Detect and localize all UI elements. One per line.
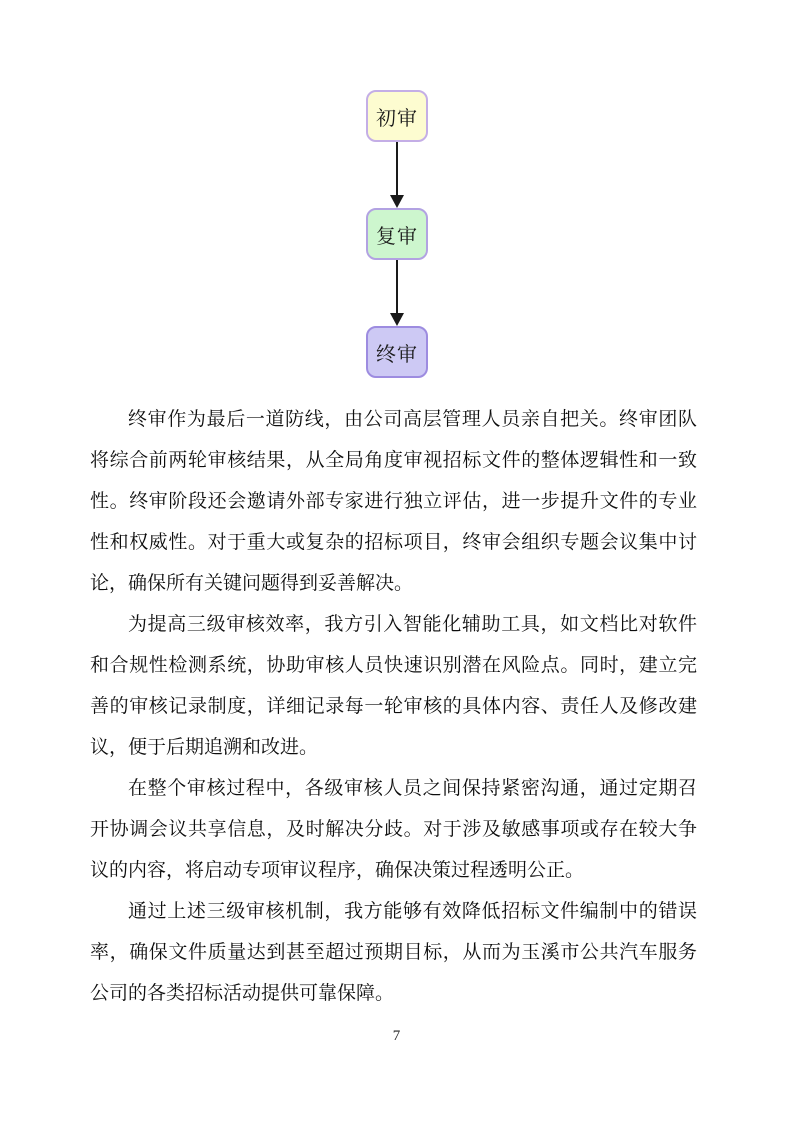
- flowchart-node-initial-review: [366, 90, 428, 142]
- flowchart-node-second-review: [366, 208, 428, 260]
- arrow-shaft: [396, 260, 398, 313]
- flowchart-node-label: 初审: [376, 107, 418, 130]
- flowchart-node-label: 复审: [376, 225, 418, 248]
- page-number: 7: [392, 1028, 401, 1044]
- arrow-head-icon: [390, 195, 404, 208]
- body-paragraph: 通过上述三级审核机制，我方能够有效降低招标文件编制中的错误率，确保文件质量达到甚至超过预期目标，从而为玉溪市公共汽车服务公司的各类招标活动提供可靠保障。: [90, 901, 697, 1004]
- body-paragraph: 终审作为最后一道防线，由公司高层管理人员亲自把关。终审团队将综合前两轮审核结果，从全局角度审视招标文件的整体逻辑性和一致性。终审阶段还会邀请外部专家进行独立评估，进一步提升文件的专业性和权威性。对于重大或复杂的招标项目，终审会组织专题会议集中讨论，确保所有关键问题得到妥善解决。: [90, 409, 697, 594]
- flowchart-node-label: 终审: [376, 343, 418, 366]
- body-paragraph: 为提高三级审核效率，我方引入智能化辅助工具，如文档比对软件和合规性检测系统，协助审核人员快速识别潜在风险点。同时，建立完善的审核记录制度，详细记录每一轮审核的具体内容、责任人及修改建议，便于后期追溯和改进。: [90, 614, 697, 758]
- arrow-head-icon: [390, 313, 404, 326]
- body-paragraph: 在整个审核过程中，各级审核人员之间保持紧密沟通，通过定期召开协调会议共享信息，及时解决分歧。对于涉及敏感事项或存在较大争议的内容，将启动专项审议程序，确保决策过程透明公正。: [90, 778, 697, 881]
- document-body: [90, 399, 697, 1014]
- arrow-shaft: [396, 142, 398, 195]
- flowchart-node-final-review: [366, 326, 428, 378]
